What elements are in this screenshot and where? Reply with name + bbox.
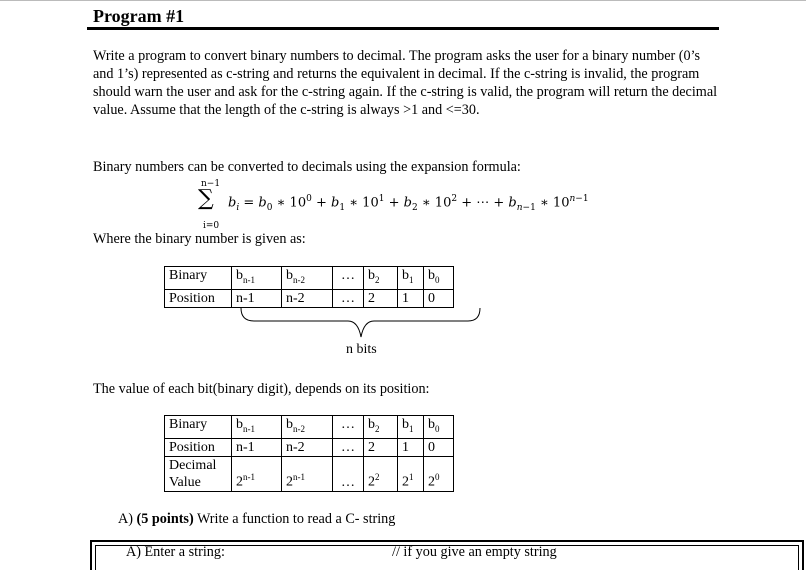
part-a-label: A) [118, 511, 133, 527]
table-cell: n-1 [232, 289, 282, 307]
binary-value-table [164, 415, 454, 492]
table-cell: $2^0$ [424, 456, 454, 491]
intro-paragraph: Write a program to convert binary numbers to decimal. The program asks the user for a binary number (0’s and 1’s) represented as c-string and returns the equivalent in decimal. If the c-string is invalid, the program should warn the user and ask for the c-string again. If the c-string is valid, the program will return the decimal value. Assume that the length of the c-string is always >1 and <=30. [93, 48, 718, 118]
part-a-text: Write a function to read a C- string [196, 511, 396, 527]
table-cell: n-2 [282, 289, 333, 307]
table-cell: n-1 [232, 438, 282, 456]
title-rule [87, 27, 719, 30]
table-cell: 2 [364, 289, 398, 307]
brace-icon [240, 307, 484, 341]
part-a [118, 511, 395, 528]
table-cell: $b_{n-2}$ [282, 416, 333, 439]
summation-sign: ∑ [198, 186, 214, 211]
table-cell: $b_0$ [424, 267, 454, 290]
formula-body: $b_i = b_0$ ∗ $10^0 + b_1$ ∗ $10^1 + b_2$ ∗ $10^2$ + ⋯ + $b_{n-1}$ ∗ $10^{n-1}$ [228, 194, 589, 213]
where-text: Where the binary number is given as: [93, 231, 306, 247]
top-border [0, 0, 806, 1]
table-cell: … [333, 416, 364, 439]
table-cell: $b_0$ [424, 416, 454, 439]
table-cell: 2$^{n-1}$ [232, 456, 282, 491]
table-cell: $2^2$ [364, 456, 398, 491]
formula-intro: Binary numbers can be converted to decimals using the expansion formula: [93, 159, 521, 175]
table-cell: 0 [424, 438, 454, 456]
table-cell: $b_{n-2}$ [282, 267, 333, 290]
table-cell: Position [165, 438, 232, 456]
table-row [165, 267, 454, 290]
table-cell: 1 [398, 289, 424, 307]
table-cell: … [333, 456, 364, 491]
table-cell: … [333, 438, 364, 456]
value-text: The value of each bit(binary digit), depends on its position: [93, 381, 430, 397]
table-cell: $b_2$ [364, 416, 398, 439]
n-bits-label: n bits [346, 342, 377, 357]
table-cell: Binary [165, 267, 232, 290]
table-row [165, 456, 454, 491]
table-cell: 0 [424, 289, 454, 307]
table-cell: 1 [398, 438, 424, 456]
output-left-text: A) Enter a string: [126, 544, 225, 560]
table-cell: $b_1$ [398, 416, 424, 439]
table-cell: Binary [165, 416, 232, 439]
page-title: Program #1 [93, 6, 185, 26]
table-cell: 2 [364, 438, 398, 456]
part-a-points: (5 points) [136, 511, 194, 527]
table-row [165, 438, 454, 456]
output-right-text: // if you give an empty string [392, 544, 557, 560]
table-cell: $b_1$ [398, 267, 424, 290]
table-cell: … [333, 267, 364, 290]
table-cell: Position [165, 289, 232, 307]
table-cell: n-2 [282, 438, 333, 456]
table-cell: $b_2$ [364, 267, 398, 290]
table-cell: $b_{n-1}$ [232, 267, 282, 290]
table-row [165, 416, 454, 439]
table-cell: $2^1$ [398, 456, 424, 491]
table-cell: 2$^{n-1}$ [282, 456, 333, 491]
table-cell: … [333, 289, 364, 307]
table-cell: $b_{n-1}$ [232, 416, 282, 439]
summation-upper: n−1 [201, 179, 221, 189]
table-row [165, 289, 454, 307]
binary-position-table [164, 266, 454, 308]
summation-lower: i=0 [203, 221, 220, 231]
table-cell: Decimal Value [165, 456, 232, 491]
